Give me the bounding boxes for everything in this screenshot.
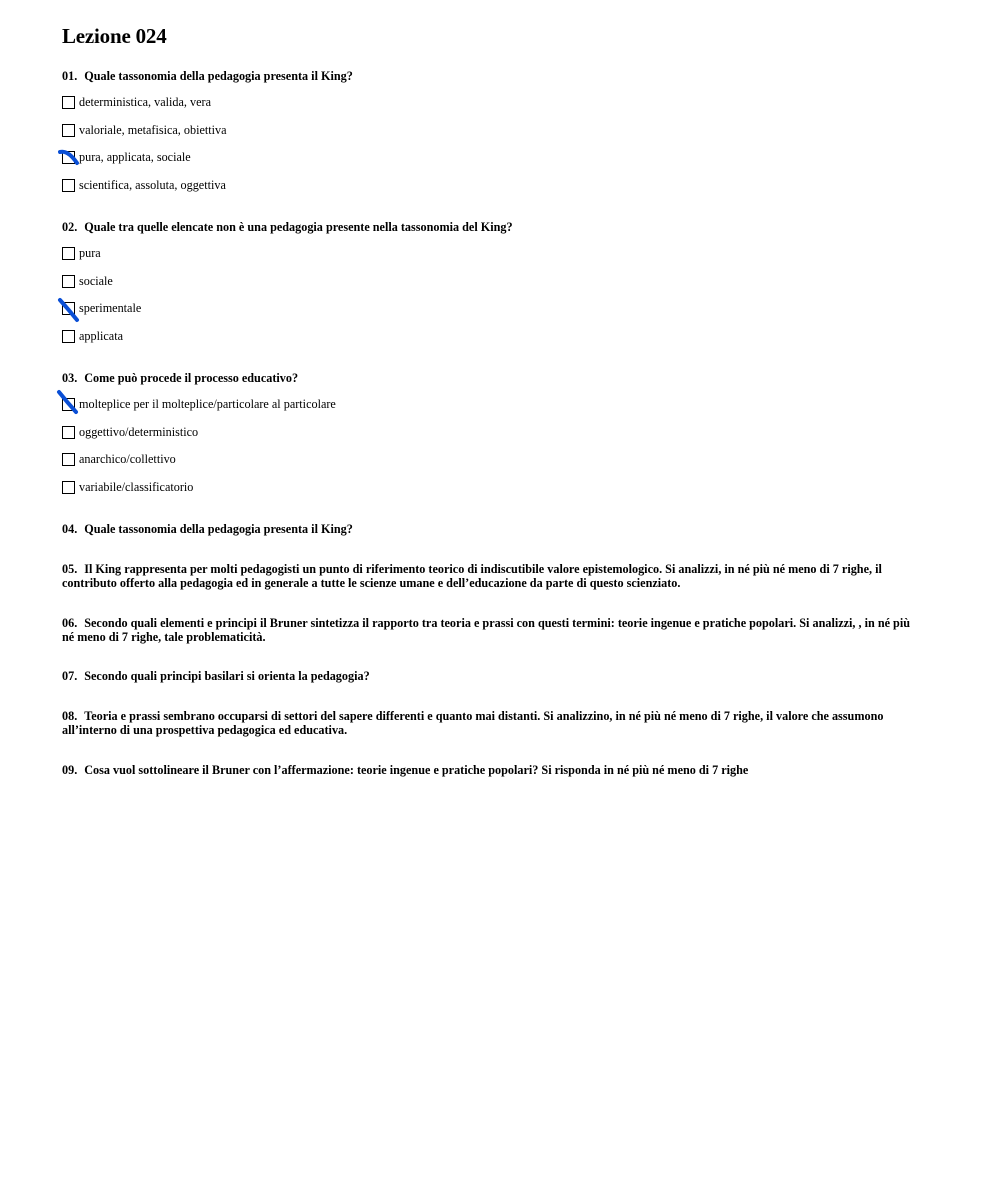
- question-number: 06.: [62, 616, 78, 630]
- question-text: Quale tassonomia della pedagogia presenta il King?: [84, 69, 353, 83]
- option-label: anarchico/collettivo: [79, 452, 176, 466]
- option-03-c[interactable]: [62, 451, 176, 467]
- option-01-c[interactable]: [62, 149, 191, 165]
- option-label: pura: [79, 246, 101, 260]
- checkbox[interactable]: [62, 481, 75, 494]
- option-label: deterministica, valida, vera: [79, 95, 211, 109]
- question-07: [62, 669, 924, 683]
- option-02-b[interactable]: [62, 273, 113, 289]
- question-03: [62, 371, 924, 385]
- question-number: 08.: [62, 709, 78, 723]
- question-text: Quale tra quelle elencate non è una pedagogia presente nella tassonomia del King?: [84, 220, 513, 234]
- option-label: applicata: [79, 329, 123, 343]
- option-01-d[interactable]: [62, 177, 226, 193]
- option-label: molteplice per il molteplice/particolare al particolare: [79, 397, 336, 411]
- option-03-a[interactable]: [62, 396, 336, 412]
- option-01-b[interactable]: [62, 122, 227, 138]
- option-02-a[interactable]: [62, 245, 101, 261]
- option-03-b[interactable]: [62, 424, 198, 440]
- question-text: Il King rappresenta per molti pedagogisti un punto di riferimento teorico di indiscutibile valore epistemologico. Si analizzi, in né più né meno di 7 righe, il contributo offerto alla pedagogia ed in generale a tutte le scienze umane e dell’educazione da parte di questo scienziato.: [62, 562, 882, 590]
- option-label: pura, applicata, sociale: [79, 150, 191, 164]
- checkbox[interactable]: [62, 453, 75, 466]
- option-02-d[interactable]: [62, 328, 123, 344]
- question-number: 02.: [62, 220, 78, 234]
- question-number: 01.: [62, 69, 78, 83]
- checkbox[interactable]: [62, 330, 75, 343]
- checkbox[interactable]: [62, 124, 75, 137]
- checkbox[interactable]: [62, 151, 75, 164]
- question-number: 03.: [62, 371, 78, 385]
- option-label: sociale: [79, 274, 113, 288]
- question-05: [62, 562, 924, 590]
- question-08: [62, 709, 924, 737]
- question-text: Teoria e prassi sembrano occuparsi di settori del sapere differenti e quanto mai distanti. Si analizzino, in né più né meno di 7 righe, il valore che assumono all’interno di una prospettiva pedagogica ed educativa.: [62, 709, 884, 737]
- question-09: [62, 763, 924, 777]
- question-text: Cosa vuol sottolineare il Bruner con l’affermazione: teorie ingenue e pratiche popolari? Si risponda in né più né meno di 7 righe: [84, 763, 749, 777]
- option-02-c[interactable]: [62, 300, 141, 316]
- checkbox[interactable]: [62, 302, 75, 315]
- option-label: variabile/classificatorio: [79, 480, 194, 494]
- question-01: [62, 69, 924, 83]
- option-03-d[interactable]: [62, 479, 193, 495]
- option-label: oggettivo/deterministico: [79, 425, 199, 439]
- question-02: [62, 220, 924, 234]
- question-text: Quale tassonomia della pedagogia presenta il King?: [84, 522, 353, 536]
- question-number: 05.: [62, 562, 78, 576]
- question-text: Come può procede il processo educativo?: [84, 371, 299, 385]
- question-number: 09.: [62, 763, 78, 777]
- option-label: sperimentale: [79, 301, 142, 315]
- checkbox[interactable]: [62, 96, 75, 109]
- question-04: [62, 522, 924, 536]
- question-text: Secondo quali elementi e principi il Bruner sintetizza il rapporto tra teoria e prassi con questi termini: teorie ingenue e pratiche popolari. Si analizzi, , in né più né meno di 7 righe, tale problematicità.: [62, 616, 910, 644]
- question-text: Secondo quali principi basilari si orienta la pedagogia?: [84, 669, 370, 683]
- page-title: Lezione 024: [62, 24, 167, 48]
- question-number: 07.: [62, 669, 78, 683]
- checkbox[interactable]: [62, 275, 75, 288]
- checkbox[interactable]: [62, 398, 75, 411]
- checkbox[interactable]: [62, 179, 75, 192]
- option-label: scientifica, assoluta, oggettiva: [79, 178, 226, 192]
- checkbox[interactable]: [62, 247, 75, 260]
- option-label: valoriale, metafisica, obiettiva: [79, 123, 227, 137]
- checkbox[interactable]: [62, 426, 75, 439]
- question-number: 04.: [62, 522, 78, 536]
- option-01-a[interactable]: [62, 94, 211, 110]
- question-06: [62, 616, 924, 644]
